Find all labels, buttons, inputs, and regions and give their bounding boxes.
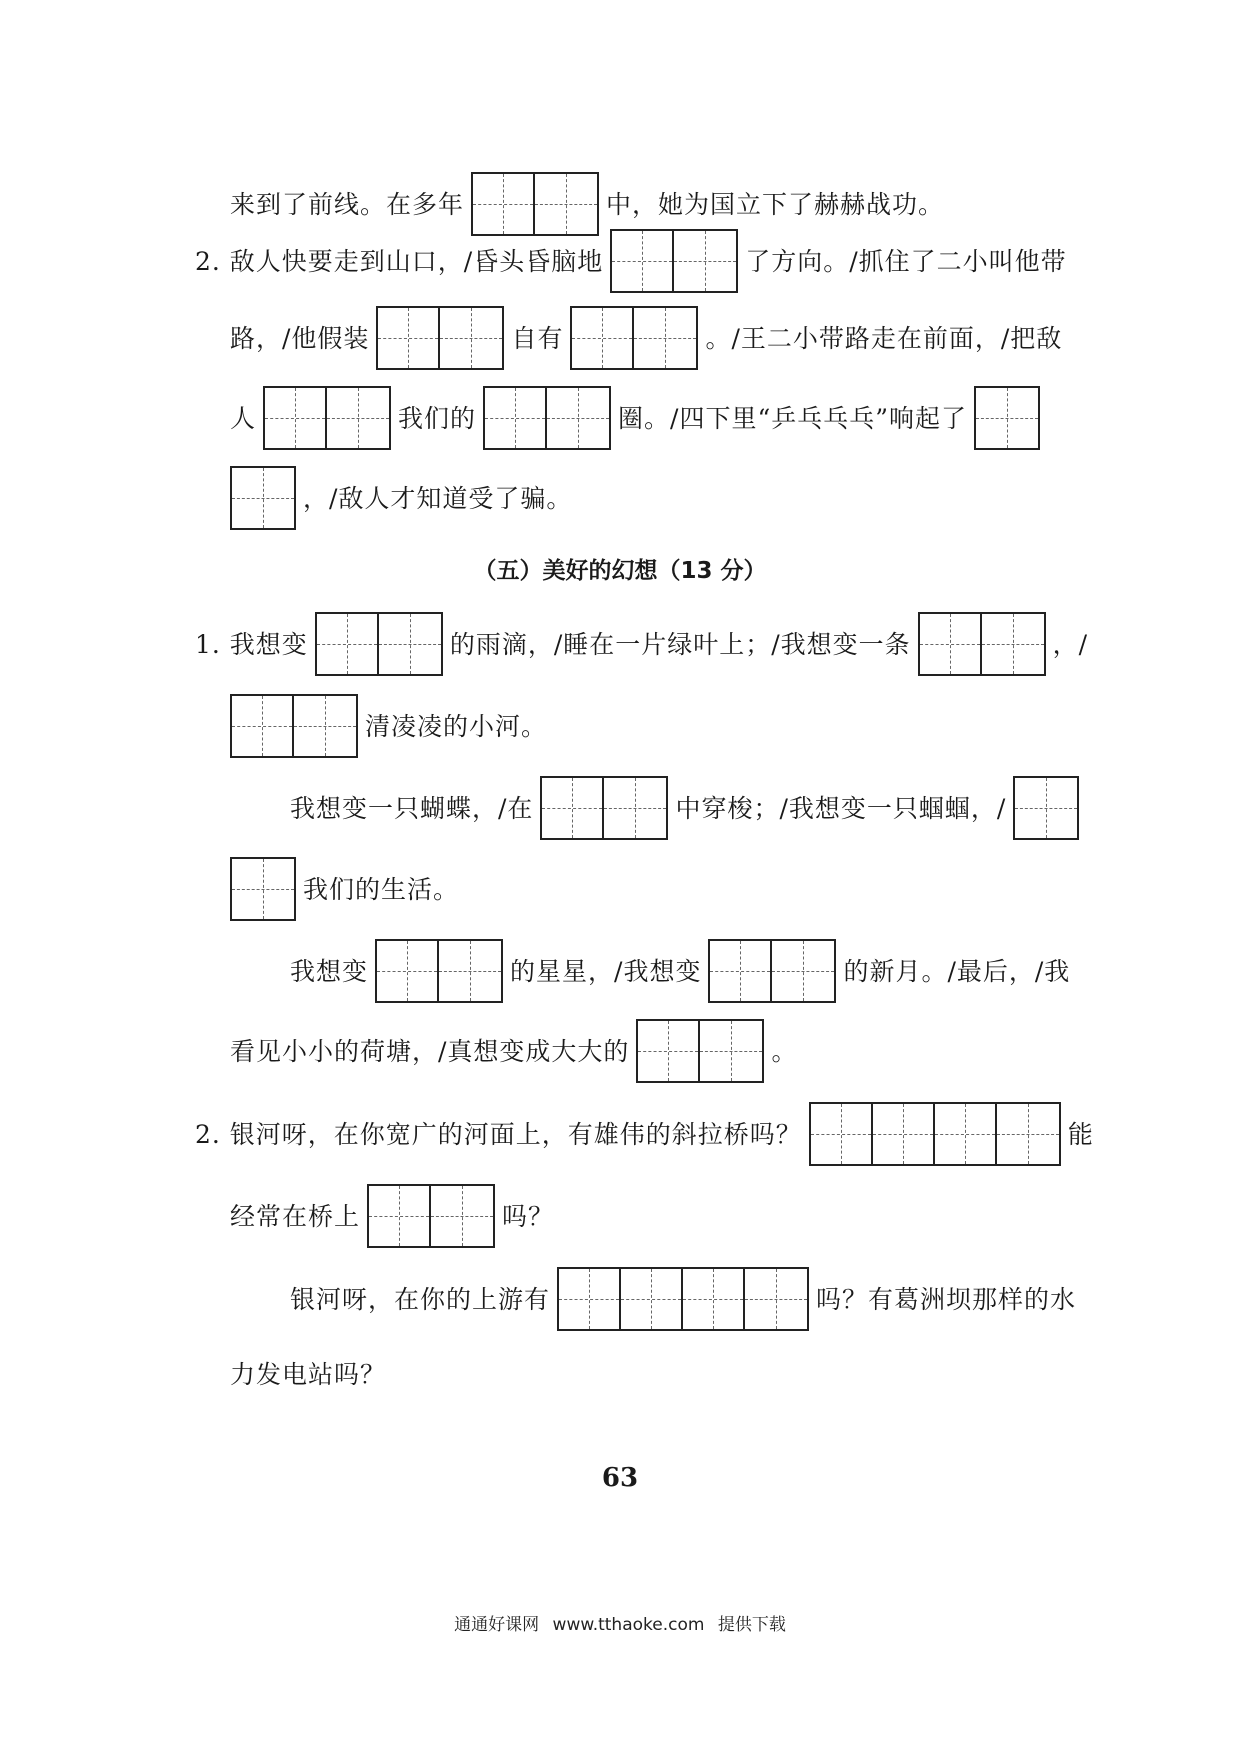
answer-grid-4[interactable] <box>230 694 358 758</box>
line-text: 经常在桥上 <box>230 1201 361 1231</box>
line-text: 清凌凌的小河。 <box>365 711 548 741</box>
line-text: 人 <box>230 403 257 433</box>
footer-url[interactable]: www.tthaoke.com <box>552 1615 705 1635</box>
line-text: 能 <box>1067 1119 1094 1149</box>
line-text: 我们的生活。 <box>303 874 460 904</box>
line-text: 了方向。/抓住了二小叫他带 <box>745 246 1067 276</box>
line-text: 银河呀，在你的上游有 <box>290 1284 551 1314</box>
line-text: ，/ <box>1052 629 1089 659</box>
answer-grid-4[interactable] <box>708 939 836 1003</box>
s5-q2-line-1 <box>195 1098 1094 1170</box>
s5-q1-line-3 <box>290 772 1086 844</box>
line-text: 我想变一只蝴蝶，/在 <box>290 793 534 823</box>
s5-q2-line-2 <box>230 1180 554 1252</box>
answer-grid-4[interactable] <box>263 386 391 450</box>
line-text: 吗？ <box>502 1201 555 1231</box>
answer-grid-4[interactable] <box>367 1184 495 1248</box>
line-text: ，/敌人才知道受了骗。 <box>303 483 573 513</box>
q2-line-4 <box>230 462 572 534</box>
line-text: 中穿梭；/我想变一只蝈蝈，/ <box>675 793 1007 823</box>
line-text: 来到了前线。在多年 <box>230 189 465 219</box>
answer-grid-4[interactable] <box>610 229 738 293</box>
answer-grid-2[interactable] <box>230 466 296 530</box>
q2-line-1 <box>195 225 1067 297</box>
s5-q1-line-2 <box>230 690 547 762</box>
line-text: 力发电站吗？ <box>230 1359 387 1389</box>
answer-grid-4[interactable] <box>315 612 443 676</box>
q2-line-3 <box>230 382 1047 454</box>
answer-grid-4[interactable] <box>483 386 611 450</box>
line-text: 路，/他假装 <box>230 323 370 353</box>
line-text: 看见小小的荷塘，/真想变成大大的 <box>230 1036 630 1066</box>
line-text: 圈。/四下里“乒乓乓乓”响起了 <box>618 403 968 433</box>
footer <box>0 1610 1240 1635</box>
s5-q1-line-4 <box>230 853 459 925</box>
s5-q1-line-1 <box>195 608 1088 680</box>
answer-grid-8[interactable] <box>809 1102 1061 1166</box>
answer-grid-4[interactable] <box>375 939 503 1003</box>
line-text: 。 <box>771 1036 798 1066</box>
page-number: 63 <box>601 1463 639 1493</box>
line-text: 我想变 <box>290 956 369 986</box>
line-text: 2. 银河呀，在你宽广的河面上，有雄伟的斜拉桥吗？ <box>195 1119 802 1149</box>
section-heading: （五）美好的幻想（13 分） <box>473 558 767 584</box>
answer-grid-2[interactable] <box>974 386 1040 450</box>
s5-q1-line-6 <box>230 1015 797 1087</box>
line-text: 我们的 <box>398 403 477 433</box>
line-text: 。/王二小带路走在前面，/把敌 <box>705 323 1063 353</box>
answer-grid-8[interactable] <box>557 1267 809 1331</box>
answer-grid-4[interactable] <box>376 306 504 370</box>
line-text: 吗？有葛洲坝那样的水 <box>816 1284 1077 1314</box>
answer-grid-4[interactable] <box>636 1019 764 1083</box>
line-text: 1. 我想变 <box>195 629 308 659</box>
answer-grid-4[interactable] <box>918 612 1046 676</box>
footer-suffix: 提供下载 <box>717 1615 786 1635</box>
answer-grid-4[interactable] <box>540 776 668 840</box>
line-text: 的雨滴，/睡在一片绿叶上；/我想变一条 <box>449 629 911 659</box>
s5-q2-line-4 <box>230 1338 386 1410</box>
answer-grid-4[interactable] <box>570 306 698 370</box>
line-text: 中，她为国立下了赫赫战功。 <box>606 189 945 219</box>
answer-grid-2[interactable] <box>230 857 296 921</box>
q2-line-2 <box>230 302 1062 374</box>
footer-site-name: 通通好课网 <box>454 1615 540 1635</box>
s5-q2-line-3 <box>290 1263 1076 1335</box>
line-text: 的星星，/我想变 <box>510 956 702 986</box>
s5-q1-line-5 <box>290 935 1070 1007</box>
line-text: 的新月。/最后，/我 <box>843 956 1071 986</box>
answer-grid-2[interactable] <box>1013 776 1079 840</box>
line-text: 自有 <box>511 323 564 353</box>
line-text: 2. 敌人快要走到山口，/昏头昏脑地 <box>195 246 604 276</box>
